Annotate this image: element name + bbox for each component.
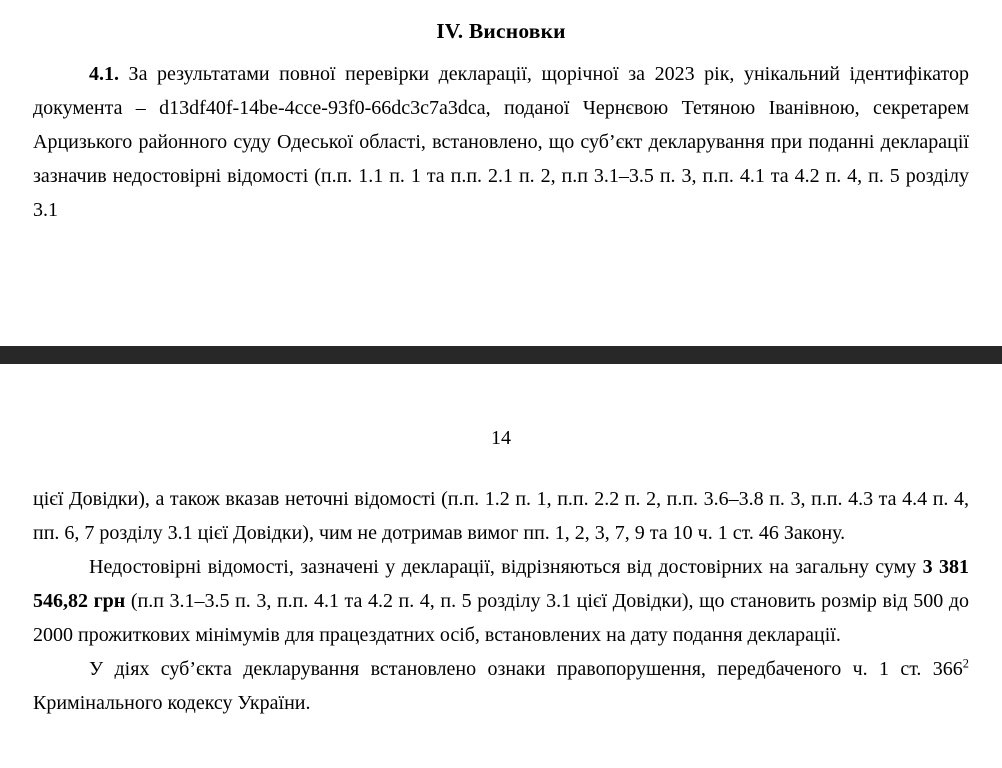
text-column-lower [33, 482, 969, 720]
page-number: 14 [491, 427, 511, 449]
paragraph-4-1 [33, 57, 969, 227]
document-page-lower [0, 364, 1002, 768]
paragraph-number: 4.1. [89, 62, 119, 85]
section-heading: IV. Висновки [436, 19, 566, 43]
text-column-upper [33, 57, 969, 227]
discrepancy-amount: 3 381 546,82 грн [33, 556, 970, 612]
paragraph-sum-lead: Недостовірні відомості, зазначені у декларації, відрізняються від достовірних на загальну суму [89, 556, 923, 578]
paragraph-sum [33, 550, 969, 652]
paragraph-offence [33, 652, 969, 720]
paragraph-offence-tail: Кримінального кодексу України. [33, 692, 311, 714]
paragraph-4-1-text: За результатами повної перевірки декларації, щорічної за 2023 рік, унікальний ідентифікатор документа – d13df40f-14be-4cce-93f0-66dc3c7a3dca, поданої Чернєвою Тетяною Іванівною, секретарем Арцизького районного суду Одеської області, встановлено, що суб’єкт декларування при поданні декларації зазначив недостовірні відомості (п.п. 1.1 п. 1 та п.п. 2.1 п. 2, п.п 3.1–3.5 п. 3, п.п. 4.1 та 4.2 п. 4, п. 5 розділу 3.1 [33, 62, 969, 221]
document-page-upper [0, 0, 1002, 346]
paragraph-continued-text: цієї Довідки), а також вказав неточні відомості (п.п. 1.2 п. 1, п.п. 2.2 п. 2, п.п. 3.6–3.8 п. 3, п.п. 4.3 та 4.4 п. 4, пп. 6, 7 розділу 3.1 цієї Довідки), чим не дотримав вимог пп. 1, 2, 3, 7, 9 та 10 ч. 1 ст. 46 Закону. [33, 488, 969, 544]
paragraph-sum-tail: (п.п 3.1–3.5 п. 3, п.п. 4.1 та 4.2 п. 4, п. 5 розділу 3.1 цієї Довідки), що становить розмір від 500 до 2000 прожиткових мінімумів для працездатних осіб, встановлених на дату подання декларації. [33, 590, 969, 646]
paragraph-offence-lead: У діях суб’єкта декларування встановлено ознаки правопорушення, передбаченого ч. 1 ст. 366 [89, 658, 963, 680]
article-superscript: 2 [962, 656, 969, 671]
scan-page-divider [0, 346, 1002, 364]
paragraph-continued [33, 482, 969, 550]
